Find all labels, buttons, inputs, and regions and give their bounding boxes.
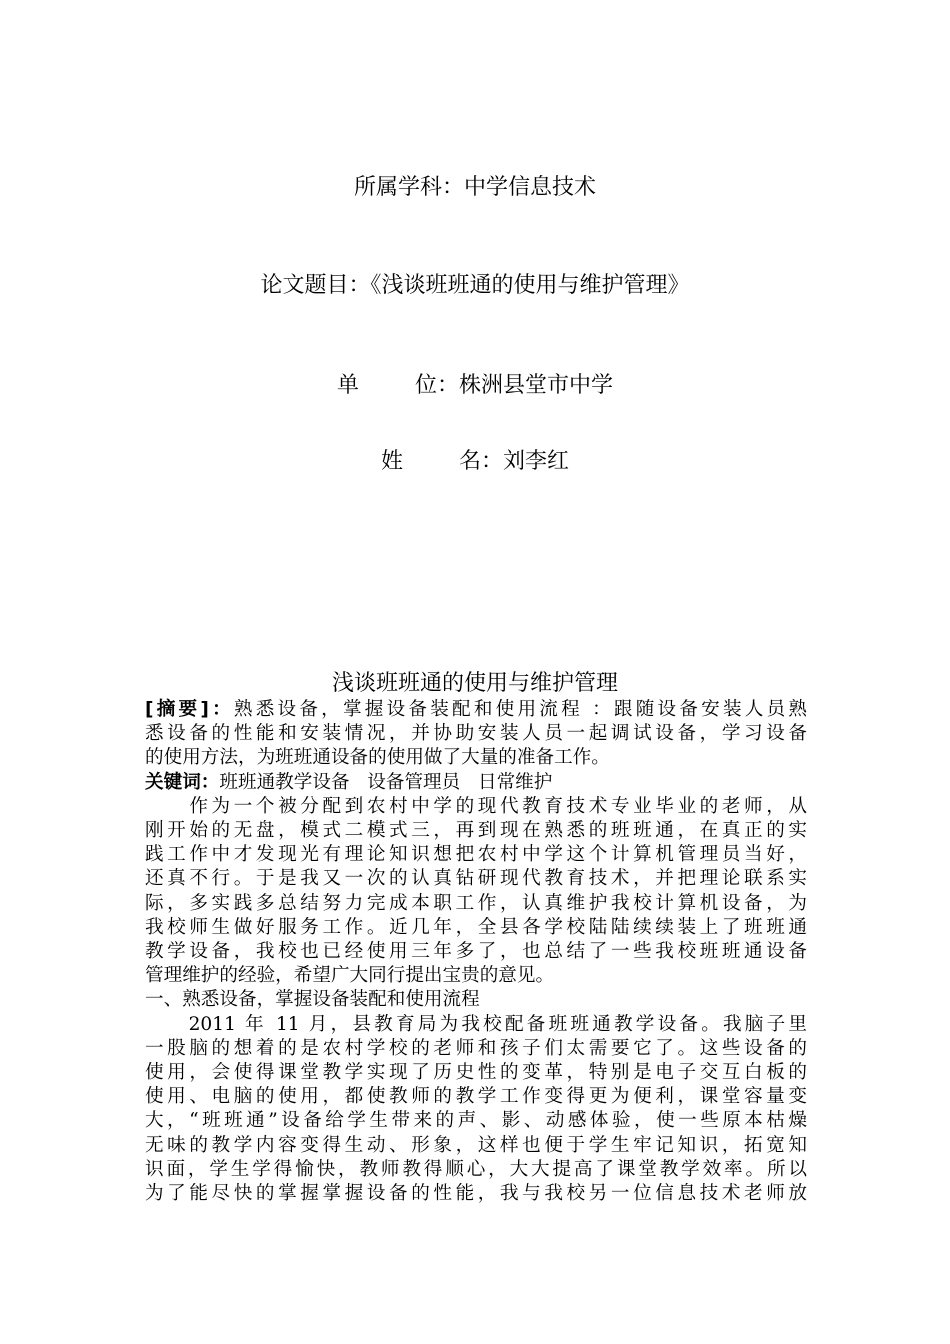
paragraph-line: 大，“班班通”设备给学生带来的声、影、动感体验，使一些原本枯燥	[145, 1110, 807, 1132]
cover-author-name: 姓 名：刘李红	[381, 449, 569, 474]
keywords-line	[145, 771, 807, 795]
paragraph-line: 使用，会使得课堂教学实现了历史性的变革，特别是电子交互白板的	[145, 1062, 807, 1084]
keywords-text: 班班通教学设备 设备管理员 日常维护	[219, 771, 553, 793]
paragraph-line: 际，多实践多总结努力完成本职工作，认真维护我校计算机设备，为	[145, 892, 807, 914]
abstract	[145, 698, 807, 771]
abstract-line: 的使用方法，为班班通设备的使用做了大量的准备工作。	[145, 747, 610, 769]
abstract-label: [摘要]：	[145, 699, 234, 720]
cover-paper-title: 论文题目：《浅谈班班通的使用与维护管理》	[260, 273, 690, 298]
paragraph-line: 教学设备，我校也已经使用三年多了，也总结了一些我校班班通设备	[145, 941, 807, 963]
section-1-paragraph	[145, 1013, 807, 1207]
paragraph-line: 为了能尽快的掌握掌握设备的性能，我与我校另一位信息技术老师放	[145, 1183, 807, 1205]
paragraph-line: 管理维护的经验，希望广大同行提出宝贵的意见。	[145, 965, 555, 987]
section-heading	[145, 988, 807, 1012]
paragraph-line: 识面，学生学得愉快，教师教得顺心，大大提高了课堂教学效率。所以	[145, 1158, 807, 1180]
article-title: 浅谈班班通的使用与维护管理	[331, 671, 618, 696]
paragraph-line: 还真不行。于是我又一次的认真钻研现代教育技术，并把理论联系实	[145, 868, 807, 890]
abstract-line: 悉设备的性能和安装情况，并协助安装人员一起调试设备，学习设备	[145, 723, 807, 745]
keywords-label: 关键词：	[145, 771, 220, 793]
article-body	[145, 698, 807, 1206]
paragraph-line: 我校师生做好服务工作。近几年，全县各学校陆陆续续装上了班班通	[145, 916, 807, 938]
section-1-heading: 一、熟悉设备，掌握设备装配和使用流程	[145, 989, 480, 1011]
intro-paragraph	[145, 795, 807, 989]
paragraph-line: 一股脑的想着的是农村学校的老师和孩子们太需要它了。这些设备的	[145, 1037, 807, 1059]
cover-subject: 所属学科：中学信息技术	[353, 175, 596, 200]
paragraph-line: 刚开始的无盘，模式二模式三，再到现在熟悉的班班通，在真正的实	[145, 820, 807, 842]
paragraph-line: 无味的教学内容变得生动、形象，这样也便于学生牢记知识，拓宽知	[145, 1134, 807, 1156]
abstract-line: [摘要]：熟悉设备，掌握设备装配和使用流程 ：跟随设备安装人员熟	[145, 699, 807, 720]
paragraph-line: 作为一个被分配到农村中学的现代教育技术专业毕业的老师，从	[145, 795, 807, 817]
paragraph-line: 2011 年 11 月，县教育局为我校配备班班通教学设备。我脑子里	[145, 1013, 807, 1035]
keywords	[145, 771, 807, 795]
cover-unit: 单 位：株洲县堂市中学	[337, 373, 613, 398]
paragraph-line: 践工作中才发现光有理论知识想把农村中学这个计算机管理员当好，	[145, 844, 807, 866]
paragraph-line: 使用、电脑的使用，都使教师的教学工作变得更为便利，课堂容量变	[145, 1086, 807, 1108]
